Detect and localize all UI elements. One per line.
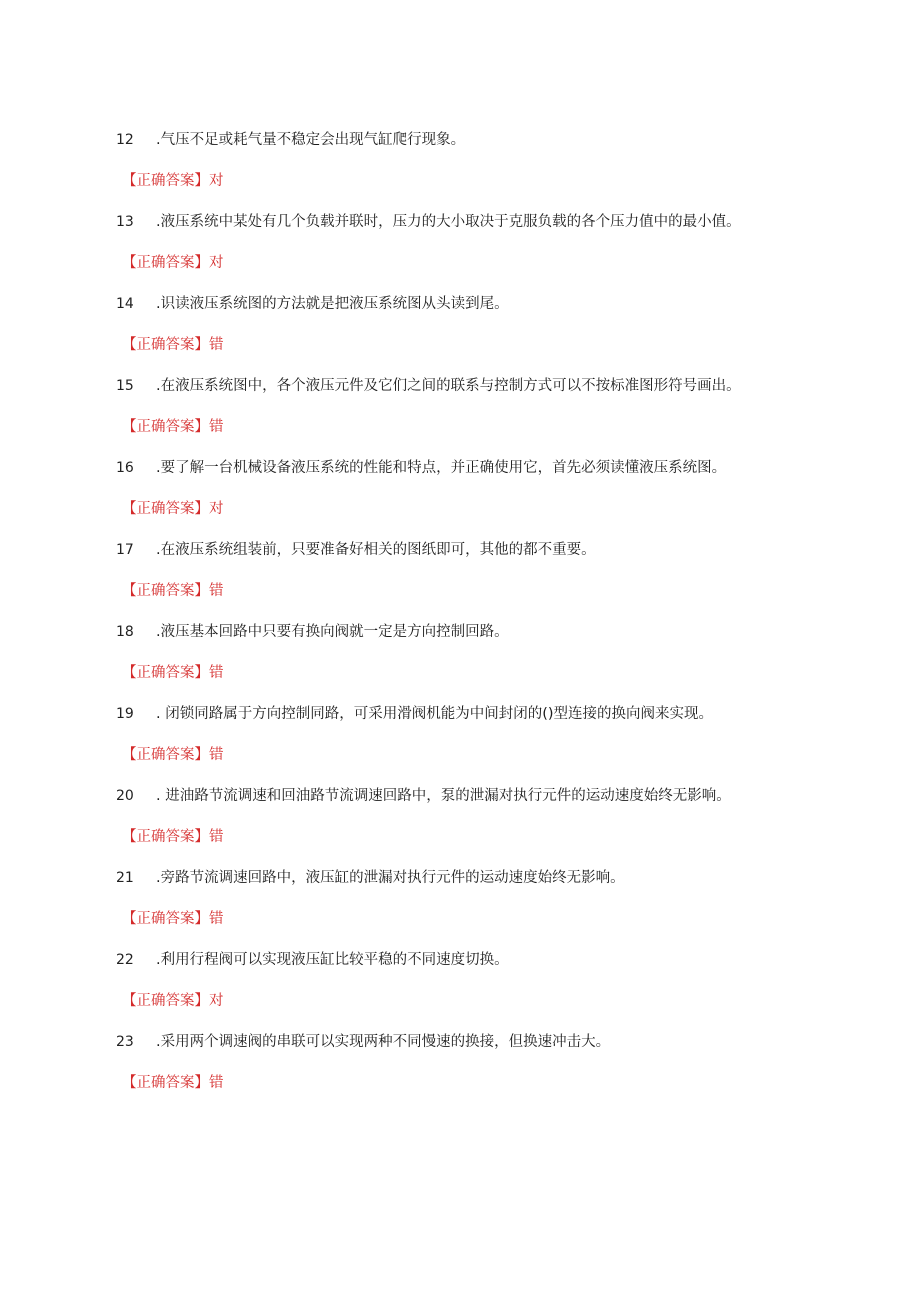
answer-value: 错 xyxy=(209,419,224,435)
answer-value: 错 xyxy=(209,1075,224,1091)
answer-value: 对 xyxy=(209,173,224,189)
answer-label: 【正确答案】 xyxy=(122,419,209,435)
question-row xyxy=(116,702,713,726)
question-number: 13 xyxy=(116,214,134,230)
question-number: 15 xyxy=(116,378,134,394)
question-item xyxy=(0,948,920,1030)
question-item xyxy=(0,456,920,538)
question-row xyxy=(116,210,741,234)
answer-label: 【正确答案】 xyxy=(122,337,209,353)
question-text: .在液压系统组装前，只要准备好相关的图纸即可，其他的都不重要。 xyxy=(156,542,596,558)
question-row xyxy=(116,866,625,890)
question-row xyxy=(116,1030,610,1054)
question-text: .气压不足或耗气量不稳定会出现气缸爬行现象。 xyxy=(156,132,466,148)
question-row xyxy=(116,538,596,562)
question-number: 12 xyxy=(116,132,134,148)
answer-label: 【正确答案】 xyxy=(122,993,209,1009)
answer-row xyxy=(122,415,224,439)
answer-row xyxy=(122,579,224,603)
question-number: 17 xyxy=(116,542,134,558)
answer-value: 错 xyxy=(209,747,224,763)
question-item xyxy=(0,1030,920,1112)
question-number: 19 xyxy=(116,706,134,722)
answer-label: 【正确答案】 xyxy=(122,173,209,189)
answer-row xyxy=(122,333,224,357)
answer-row xyxy=(122,989,224,1013)
question-number: 16 xyxy=(116,460,134,476)
question-number: 18 xyxy=(116,624,134,640)
question-text: . 闭锁同路属于方向控制同路，可采用滑阀机能为中间封闭的()型连接的换向阀来实现。 xyxy=(156,706,714,722)
answer-value: 对 xyxy=(209,993,224,1009)
question-number: 22 xyxy=(116,952,134,968)
question-text: . 进油路节流调速和回油路节流调速回路中，泵的泄漏对执行元件的运动速度始终无影响。 xyxy=(156,788,731,804)
answer-value: 对 xyxy=(209,501,224,517)
answer-value: 错 xyxy=(209,337,224,353)
question-text: .要了解一台机械设备液压系统的性能和特点，并正确使用它，首先必须读懂液压系统图。 xyxy=(156,460,727,476)
question-row xyxy=(116,456,726,480)
question-number: 21 xyxy=(116,870,134,886)
question-item xyxy=(0,374,920,456)
answer-value: 错 xyxy=(209,665,224,681)
answer-label: 【正确答案】 xyxy=(122,583,209,599)
question-item xyxy=(0,702,920,784)
question-text: .在液压系统图中，各个液压元件及它们之间的联系与控制方式可以不按标准图形符号画出。 xyxy=(156,378,741,394)
answer-row xyxy=(122,743,224,767)
answer-value: 错 xyxy=(209,583,224,599)
answer-value: 错 xyxy=(209,829,224,845)
question-number: 23 xyxy=(116,1034,134,1050)
question-text: .采用两个调速阀的串联可以实现两种不同慢速的换接，但换速冲击大。 xyxy=(156,1034,611,1050)
question-item xyxy=(0,784,920,866)
question-item xyxy=(0,620,920,702)
question-text: .利用行程阀可以实现液压缸比较平稳的不同速度切换。 xyxy=(156,952,509,968)
question-row xyxy=(116,620,509,644)
question-number: 20 xyxy=(116,788,134,804)
question-row xyxy=(116,374,741,398)
question-item xyxy=(0,866,920,948)
answer-row xyxy=(122,907,224,931)
answer-label: 【正确答案】 xyxy=(122,911,209,927)
answer-label: 【正确答案】 xyxy=(122,1075,209,1091)
question-row xyxy=(116,948,509,972)
question-item xyxy=(0,210,920,292)
question-text: .液压基本回路中只要有换向阀就一定是方向控制回路。 xyxy=(156,624,509,640)
answer-row xyxy=(122,1071,224,1095)
question-text: .液压系统中某处有几个负载并联时，压力的大小取决于克服负载的各个压力值中的最小值。 xyxy=(156,214,741,230)
question-text: .识读液压系统图的方法就是把液压系统图从头读到尾。 xyxy=(156,296,509,312)
answer-row xyxy=(122,169,224,193)
question-text: .旁路节流调速回路中，液压缸的泄漏对执行元件的运动速度始终无影响。 xyxy=(156,870,625,886)
question-number: 14 xyxy=(116,296,134,312)
answer-row xyxy=(122,825,224,849)
answer-label: 【正确答案】 xyxy=(122,747,209,763)
answer-label: 【正确答案】 xyxy=(122,829,209,845)
answer-value: 错 xyxy=(209,911,224,927)
question-item xyxy=(0,292,920,374)
answer-label: 【正确答案】 xyxy=(122,255,209,271)
answer-row xyxy=(122,251,224,275)
answer-row xyxy=(122,497,224,521)
question-row xyxy=(116,784,731,808)
answer-row xyxy=(122,661,224,685)
answer-value: 对 xyxy=(209,255,224,271)
question-row xyxy=(116,292,509,316)
question-item xyxy=(0,538,920,620)
question-row xyxy=(116,128,465,152)
answer-label: 【正确答案】 xyxy=(122,501,209,517)
question-item xyxy=(0,128,920,210)
answer-label: 【正确答案】 xyxy=(122,665,209,681)
